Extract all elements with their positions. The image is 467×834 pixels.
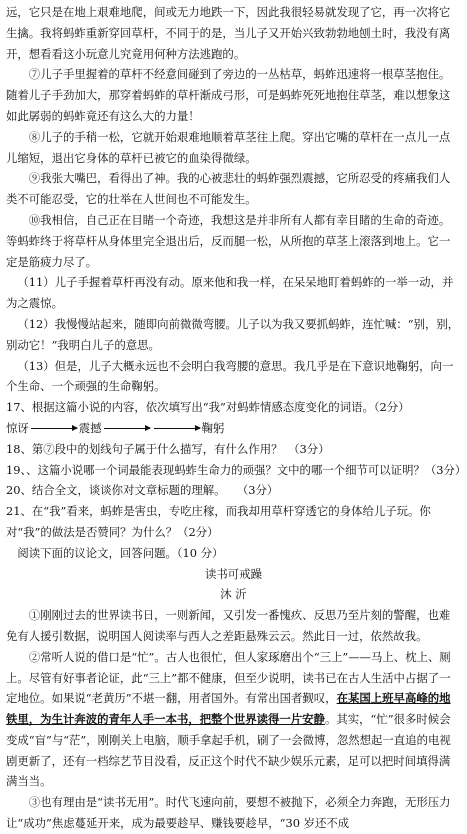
- essay-author: 沐 沂: [220, 587, 247, 602]
- story-para-9: ⑨我张大嘴巴，看得出了神。我的心被悲壮的蚂蚱强烈震撼，它所忍受的疼痛我们人类不可能忍受，它的壮举在人世间也不可能发生。: [6, 171, 451, 207]
- essay-para-2-start: ②常听人说的借口是“忙”。古人也很忙，但人家琢磨出个“三上”——马上、枕上、厕上。尽管有好事者论证，此“三上”都不健康，但至少说明，读书已在古人生活中占据了一定地位。如果说“老黄历”不堪一翻，用者国外。有常出国者觐叹，: [6, 649, 451, 706]
- story-para-10: ⑩我相信，自己正在目睹一个奇迹，我想这是并非所有人都有幸目睹的生命的奇迹。等蚂蚱终于将草杆从身体里完全退出后，反而腿一松，从所抱的草茎上滚落到地上。它一定是筋疲力尽了。: [6, 212, 451, 269]
- essay-para-1: ①刚刚过去的世界读书日，一则新闻，又引发一番愧疚、反思乃至片刻的警醒，也难免有人援引数据，说明国人阅读率与西人之差距悬殊云云。然此日一过，依然故我。: [6, 608, 451, 643]
- essay-para-3: ③也有理由是“读书无用”。时代飞速向前，要想不被抛下，必须全力奔跑，无形压力让“成功”焦虑蔓延开来，成为最要趁早、赚钱要趁早，“30 岁还不成: [6, 795, 451, 831]
- essay-para-2-underlined: 在某国上班早高峰的地铁里，为生计奔波的青年人手一本书，把整个世界读得一片安静: [6, 691, 451, 727]
- story-para-6-cont: 远，它只是在地上艰难地爬，间或无力地跌一下，因此我很轻易就发现了它，再一次将它生擒。我将蚂蚱重新穿回草杆，不同于的是，当儿子又开始兴致勃勃地刨土时，我没有离开，想看看这小玩意儿究竟用何种方法逃跑的。: [6, 5, 451, 61]
- question-21: 21、在“我”看来，蚂蚱是害虫，专吃庄稼，而我却用草杆穿透它的身体给儿子玩。你对“我”的做法是否赞同？为什么？（2分）: [6, 504, 431, 539]
- emotion-flow: [6, 418, 461, 439]
- question-19: 19、、这篇小说哪一个词最能表现蚂蚱生命力的顽强？文中的哪一个细节可以证明？（3分）: [6, 462, 467, 477]
- essay-title: 读书可戒躁: [205, 566, 262, 581]
- arrow-right-icon: [154, 428, 200, 429]
- flow-word-2: 震撼: [78, 420, 102, 435]
- story-para-12: （12）我慢慢站起来，随即向前微微弯腰。儿子以为我又要抓蚂蚱，连忙喊：“别，别，别动它！”我明白儿子的意思。: [6, 316, 460, 352]
- question-20: 20、结合全文，谈谈你对文章标题的理解。 （3分）: [6, 483, 279, 498]
- flow-word-3: 鞠躬: [201, 420, 225, 435]
- essay-para-2-end: 。其实，“忙”很多时候会变成“盲”与“茫”，刚刚关上电脑，顺手拿起手机，刷了一会微博，忽然想起一直追的电视剧更新了，还有一档综艺节目没看，反正这个时代不缺少娱乐元素，足可以把时间填得满满当当。: [6, 712, 451, 789]
- question-18: 18、第⑦段中的划线句子属于什么描写，有什么作用？ （3分）: [6, 441, 330, 456]
- arrow-right-icon: [31, 428, 77, 429]
- flow-word-1: 惊讶: [6, 420, 29, 435]
- essay-para-2: [6, 647, 461, 793]
- story-para-8: ⑧儿子的手稍一松，它就开始艰难地顺着草茎往上爬。穿出它嘴的草杆在一点儿一点儿缩短，退出它身体的草杆已被它的血染得微绿。: [6, 129, 451, 165]
- section-intro: 阅读下面的议论文，回答问题。（10 分）: [17, 545, 224, 560]
- story-para-13: （13）但是，儿子大概永远也不会明白我弯腰的意思。我几乎是在下意识地鞠躬，向一个生命、一个顽强的生命鞠躬。: [6, 358, 454, 394]
- story-para-7: ⑦儿子手里握着的草杆不经意间碰到了旁边的一丛枯草，蚂蚱迅速将一根草茎抱住。随着儿子手劲加大，那穿着蚂蚱的草杆渐成弓形，可是蚂蚱死死地抱住草茎，难以想象这如此孱弱的蚂蚱竟还有这么大的力量！: [6, 67, 451, 123]
- arrow-right-icon: [104, 428, 150, 429]
- question-17: 17、根据这篇小说的内容，依次填写出“我”对蚂蚱情感态度变化的词语。（2分）: [6, 400, 410, 415]
- story-para-11: （11）儿子手握着草杆再没有动。原来他和我一样，在呆呆地盯着蚂蚱的一举一动，并为之震惊。: [6, 275, 454, 311]
